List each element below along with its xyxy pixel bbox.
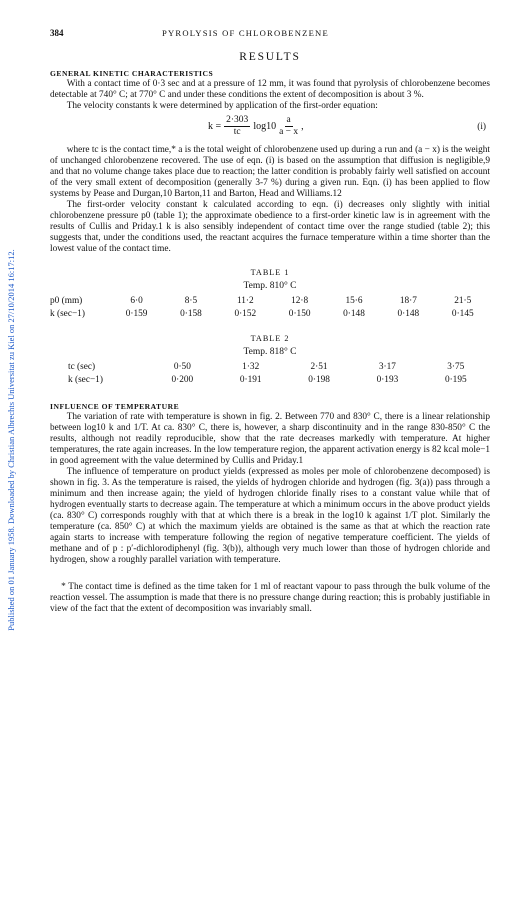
table-cell: 0·158 (180, 309, 202, 319)
running-title: PYROLYSIS OF CHLOROBENZENE (162, 28, 329, 38)
table-1-row-1-label: p0 (mm) (50, 296, 83, 306)
table-row (68, 361, 490, 374)
table-2-row-1-label: tc (sec) (68, 362, 96, 372)
table-1-caption: TABLE 1 (250, 268, 290, 277)
table-1 (50, 295, 490, 321)
table-cell: 18·7 (399, 296, 417, 306)
equation-log: log10 (253, 121, 277, 132)
table-cell: 0·193 (376, 375, 399, 385)
equation-frac-numerator: a (286, 115, 291, 125)
table-cell: 3·17 (378, 362, 396, 372)
running-header (50, 28, 490, 39)
table-cell: 12·8 (291, 296, 309, 306)
equation-tail: , (301, 121, 304, 132)
footnote (50, 582, 490, 615)
table-2 (68, 361, 490, 387)
subsection-heading-general: GENERAL KINETIC CHARACTERISTICS (50, 69, 214, 78)
table-cell: 0·152 (234, 309, 257, 319)
table-cell: 21·5 (454, 296, 472, 306)
paragraph-4: The first-order velocity constant k calculated according to eqn. (i) decreases only slightly with initial chlorobenzene pressure p0 (table 1); the approximate obedience to a first-order kinetic law is in agreement with the results of Cullis and Priday.1 k is also sensibly independent of contact time over the range studied (table 2); this suggests that, under the conditions used, the reactant acquires the furnace temperature within a time shorter than the lowest value of the contact time. (50, 200, 490, 254)
table-row (50, 308, 490, 321)
table-row (50, 295, 490, 308)
equation-coef-numerator: 2·303 (226, 115, 249, 125)
table-row (68, 374, 490, 387)
table-cell: 0·195 (444, 375, 467, 385)
table-cell: 11·2 (236, 296, 254, 306)
table-cell: 0·145 (451, 309, 474, 319)
table-cell: 8·5 (184, 296, 198, 306)
first-order-equation (50, 113, 490, 143)
table-cell: 0·198 (308, 375, 330, 385)
table-cell: 2·51 (310, 362, 328, 372)
download-watermark (4, 70, 18, 810)
table-1-subtitle: Temp. 810° C (243, 281, 297, 291)
equation-label: (i) (477, 122, 486, 132)
table-cell: 0·159 (125, 309, 148, 319)
table-2-caption: TABLE 2 (250, 334, 290, 343)
paragraph-1: With a contact time of 0·3 sec and at a pressure of 12 mm, it was found that pyrolysis of chlorobenzene becomes detectable at 740° C; at 770° C and under these conditions the extent of decomposition is about 3 %. (50, 79, 490, 100)
section-title: RESULTS (239, 51, 301, 63)
table-2-subtitle: Temp. 818° C (243, 347, 297, 357)
table-2-row-2-label: k (sec−1) (68, 375, 103, 385)
paragraph-3: where tc is the contact time,* a is the total weight of chlorobenzene used up during a run and (a − x) is the weight of unchanged chlorobenzene recovered. The use of eqn. (i) is based on the assumption that diffusion is negligible,9 and that no volume change takes place due to reaction; the latter condition is probably fairly well satisfied on account of the very small extent of decomposition (generally 3-7 %) during a given run. Eqn. (i) has been applied to flow systems by Pease and Durgan,10 Barton,11 and Barton, Head and Williams.12 (50, 145, 490, 199)
equation-fraction (279, 115, 298, 138)
footnote-text: * The contact time is defined as the time taken for 1 ml of reactant vapour to pass through the bulk volume of the reaction vessel. The assumption is made that there is no pressure change during reaction; this is probably justifiable in view of the fact that the extent of decomposition was invariably small. (50, 582, 490, 614)
table-cell: 3·75 (447, 362, 465, 372)
table-cell: 15·6 (345, 296, 363, 306)
paragraph-5: The variation of rate with temperature is shown in fig. 2. Between 770 and 830° C, there is a linear relationship between log10 k and 1/T. At ca. 830° C, there is, however, a sharp discontinuity and in the range 830-850° C the results, although not readily reproducible, show that the rate decreases markedly with temperature. At higher temperatures, the rate again increases. In the low temperature region, the apparent activation energy is 82 kcal mole−1 in good agreement with the value determined by Cullis and Priday.1 (50, 412, 490, 466)
table-cell: 6·0 (130, 296, 143, 306)
page-number: 384 (50, 28, 64, 38)
table-cell: 0·50 (173, 362, 191, 372)
table-cell: 0·150 (288, 309, 311, 319)
paragraph-6: The influence of temperature on product yields (expressed as moles per mole of chlorobenzene decomposed) is shown in fig. 3. As the temperature is raised, the yields of hydrogen chloride and hydrogen (fig. 3(a)) pass through a minimum and then increase again; the yield of hydrogen chloride finally rises to a constant value while that of hydrogen eventually starts to decrease again. The temperature at which a minimum occurs in the above product yields (ca. 830° C) corresponds roughly with that at which there is a break in the log10 k against 1/T plot. Similarly the temperature (ca. 850° C) at which the maximum yields are obtained is the same as that at which the reaction rate again starts to increase with temperature following the region of negative temperature coefficient. The yields of methane and of p : p′-dichlorodiphenyl (fig. 3(b)), although very much lower than those of hydrogen chloride and hydrogen, show a roughly parallel variation with temperature. (50, 467, 490, 565)
equation-lhs: k = (208, 121, 222, 132)
table-cell: 0·148 (397, 309, 420, 319)
table-cell: 1·32 (242, 362, 260, 372)
table-cell: 0·191 (239, 375, 262, 385)
equation-coef-denominator: tc (233, 127, 241, 137)
table-1-row-2-label: k (sec−1) (50, 309, 85, 319)
page (50, 28, 490, 615)
download-watermark-text: Published on 01 January 1958. Downloaded by Christian Albrechts Universitat zu Kiel on 27/10/2014 16:17:12. (6, 249, 16, 631)
subsection-heading-temperature: INFLUENCE OF TEMPERATURE (50, 402, 180, 411)
equation-frac-denominator: a − x (279, 127, 299, 137)
table-cell: 0·148 (343, 309, 365, 319)
paragraph-2: The velocity constants k were determined by application of the first-order equation: (66, 101, 378, 111)
table-cell: 0·200 (171, 375, 194, 385)
equation-coefficient (224, 115, 250, 138)
